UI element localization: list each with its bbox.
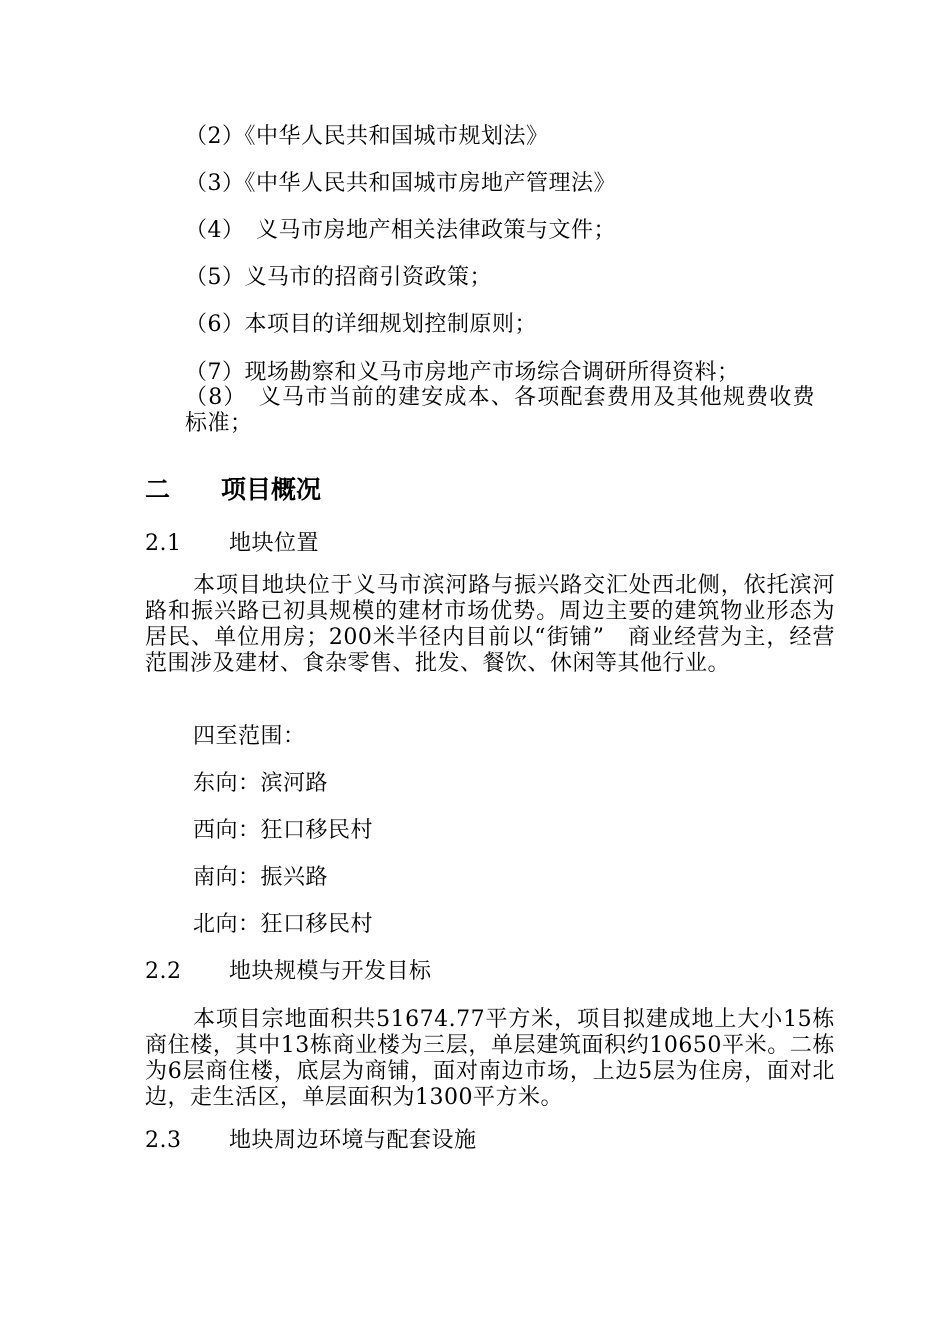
reference-item-4: （4） 义马市房地产相关法律政策与文件； xyxy=(185,218,616,243)
subsection-number: 2.2 xyxy=(145,959,182,984)
section-number: 二 xyxy=(145,475,171,504)
reference-item-7: （7）现场勘察和义马市房地产市场综合调研所得资料； xyxy=(185,360,740,385)
bound-east: 东向：滨河路 xyxy=(193,771,329,796)
subsection-2-1-heading xyxy=(145,531,319,557)
scale-paragraph: 本项目宗地面积共51674.77平方米，项目拟建成地上大小15栋商住楼，其中13栋商业楼为三层，单层建筑面积约10650平米。二栋为6层商住楼，底层为商铺，面对南边市场，上边5层为住房，面对北边，走生活区，单层面积为1300平方米。 xyxy=(145,1007,835,1110)
reference-item-8: （8） 义马市当前的建安成本、各项配套费用及其他规费收费标准； xyxy=(185,385,815,436)
subsection-number: 2.1 xyxy=(145,531,182,556)
section-heading xyxy=(145,470,321,506)
reference-item-2: （2）《中华人民共和国城市规划法》 xyxy=(185,124,549,149)
bound-west: 西向：狂口移民村 xyxy=(193,818,374,843)
bounds-label: 四至范围： xyxy=(193,724,306,749)
section-title: 项目概况 xyxy=(221,475,322,504)
subsection-2-2-heading xyxy=(145,959,432,985)
bound-south: 南向：振兴路 xyxy=(193,865,329,890)
subsection-title: 地块位置 xyxy=(229,531,320,556)
subsection-title: 地块规模与开发目标 xyxy=(229,959,432,984)
subsection-2-3-heading xyxy=(145,1128,477,1154)
location-paragraph: 本项目地块位于义马市滨河路与振兴路交汇处西北侧，依托滨河路和振兴路已初具规模的建材市场优势。周边主要的建筑物业形态为居民、单位用房；200米半径内目前以“街铺” 商业经营为主，经营范围涉及建材、食杂零售、批发、餐饮、休闲等其他行业。 xyxy=(145,573,835,676)
bound-north: 北向：狂口移民村 xyxy=(193,912,374,937)
reference-item-5: （5）义马市的招商引资政策； xyxy=(185,265,492,290)
reference-item-3: （3）《中华人民共和国城市房地产管理法》 xyxy=(185,171,616,196)
subsection-title: 地块周边环境与配套设施 xyxy=(229,1128,477,1153)
reference-item-6: （6）本项目的详细规划控制原则； xyxy=(185,312,537,337)
subsection-number: 2.3 xyxy=(145,1128,182,1153)
